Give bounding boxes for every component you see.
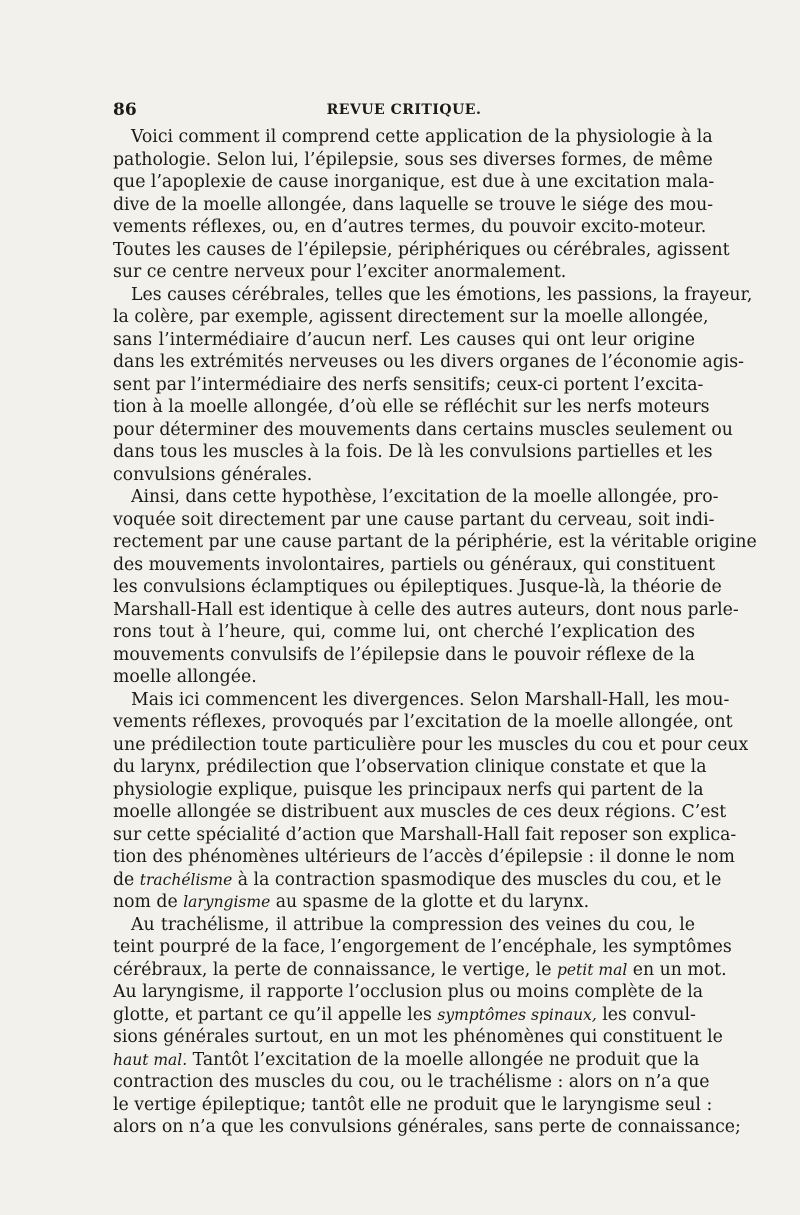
text-line (113, 891, 695, 914)
text-line (113, 869, 722, 892)
text-line: une prédilection toute particulière pour les muscles du cou et pour ceux (113, 734, 749, 755)
italic-term: petit mal (556, 960, 628, 979)
text-line: Voici comment il comprend cette application de la physiologie à la (131, 127, 713, 147)
text-line: Au laryngisme, il rapporte l’occlusion plus ou moins complète de la (113, 982, 704, 1002)
page-number: 86 (113, 100, 137, 120)
line-text-after: à la contraction spasmodique des muscles du cou, et le (232, 869, 722, 890)
line-text-before: nom de (113, 892, 184, 912)
text-line: vements réflexes, provoqués par l’excitation de la moelle allongée, ont (113, 712, 733, 732)
text-line: pathologie. Selon lui, l’épilepsie, sous ses diverses formes, de même (113, 149, 713, 170)
italic-term: symptômes spinaux, (437, 1005, 597, 1024)
text-line: pour déterminer des mouvements dans certains muscles seulement ou (113, 419, 733, 440)
text-line: voquée soit directement par une cause partant du cerveau, soit indi- (113, 509, 715, 530)
text-line: Toutes les causes de l’épilepsie, périphériques ou cérébrales, agissent (113, 239, 730, 260)
text-line: sur ce centre nerveux pour l’exciter anormalement. (113, 262, 567, 282)
line-text-after: les convul- (596, 1004, 696, 1025)
text-line: moelle allongée se distribuent aux muscles de ces deux régions. C’est (113, 802, 727, 822)
text-line: sions générales surtout, en un mot les phénomènes qui constituent le (113, 1027, 723, 1047)
text-line: sent par l’intermédiaire des nerfs sensitifs; ceux-ci portent l’excita- (113, 374, 704, 395)
text-line: dive de la moelle allongée, dans laquelle se trouve le siége des mou- (113, 194, 714, 215)
text-line: sans l’intermédiaire d’aucun nerf. Les causes qui ont leur origine (113, 329, 695, 350)
line-text-before: glotte, et partant ce qu’il appelle les (113, 1004, 438, 1025)
text-line: mouvements convulsifs de l’épilepsie dans le pouvoir réflexe de la (113, 644, 695, 665)
text-line: du larynx, prédilection que l’observation clinique constate et que la (113, 757, 707, 777)
text-line: sur cette spécialité d’action que Marshall-Hall fait reposer son explica- (113, 824, 737, 845)
text-line: dans les extrémités nerveuses ou les divers organes de l’économie agis- (113, 352, 744, 372)
text-line: physiologie explique, puisque les principaux nerfs qui partent de la (113, 779, 704, 800)
text-line: les convulsions éclamptiques ou épileptiques. Jusque-là, la théorie de (113, 577, 722, 597)
text-line (113, 1004, 695, 1027)
line-text-before: de (113, 869, 140, 890)
italic-term: haut mal. (113, 1050, 188, 1069)
italic-term: trachélisme (139, 870, 233, 889)
text-line: tion des phénomènes ultérieurs de l’accès d’épilepsie : il donne le nom (113, 847, 735, 867)
body-text (113, 126, 757, 1139)
line-text-after: en un mot. (627, 959, 727, 980)
italic-term: laryngisme (183, 893, 271, 911)
text-line: rons tout à l’heure, qui, comme lui, ont cherché l’explication des (113, 622, 695, 642)
text-line: dans tous les muscles à la fois. De là les convulsions partielles et les (113, 442, 713, 462)
text-line: convulsions générales. (113, 464, 313, 485)
line-text-after: au spasme de la glotte et du larynx. (270, 892, 590, 912)
text-line (113, 1049, 700, 1072)
page-header (113, 100, 695, 124)
text-line (113, 959, 727, 982)
text-line: Mais ici commencent les divergences. Selon Marshall-Hall, les mou- (131, 689, 730, 710)
line-text-after: Tantôt l’excitation de la moelle allongée ne produit que la (187, 1049, 700, 1070)
text-line: moelle allongée. (113, 667, 257, 687)
text-line: Marshall-Hall est identique à celle des autres auteurs, dont nous parle- (113, 599, 739, 620)
text-line: contraction des muscles du cou, ou le trachélisme : alors on n’a que (113, 1072, 710, 1092)
text-line: Les causes cérébrales, telles que les émotions, les passions, la frayeur, (131, 284, 753, 305)
text-line: tion à la moelle allongée, d’où elle se réfléchit sur les nerfs moteurs (113, 397, 710, 417)
text-line: vements réflexes, ou, en d’autres termes, du pouvoir excito-moteur. (113, 217, 707, 237)
text-line: le vertige épileptique; tantôt elle ne produit que le laryngisme seul : (113, 1094, 713, 1115)
text-line: la colère, par exemple, agissent directement sur la moelle allongée, (113, 307, 709, 327)
text-line: que l’apoplexie de cause inorganique, est due à une excitation mala- (113, 172, 715, 192)
text-line: teint pourpré de la face, l’engorgement de l’encéphale, les symptômes (113, 937, 732, 957)
line-text-before: cérébraux, la perte de connaissance, le vertige, le (113, 959, 557, 980)
text-line: Au trachélisme, il attribue la compression des veines du cou, le (131, 914, 695, 935)
text-line: rectement par une cause partant de la périphérie, est la véritable origine (113, 532, 757, 552)
text-line: Ainsi, dans cette hypothèse, l’excitation de la moelle allongée, pro- (131, 487, 719, 507)
running-head: REVUE CRITIQUE. (326, 102, 482, 118)
text-line: alors on n’a que les convulsions générales, sans perte de connaissance; (113, 1117, 741, 1137)
text-line: des mouvements involontaires, partiels ou généraux, qui constituent (113, 554, 716, 575)
